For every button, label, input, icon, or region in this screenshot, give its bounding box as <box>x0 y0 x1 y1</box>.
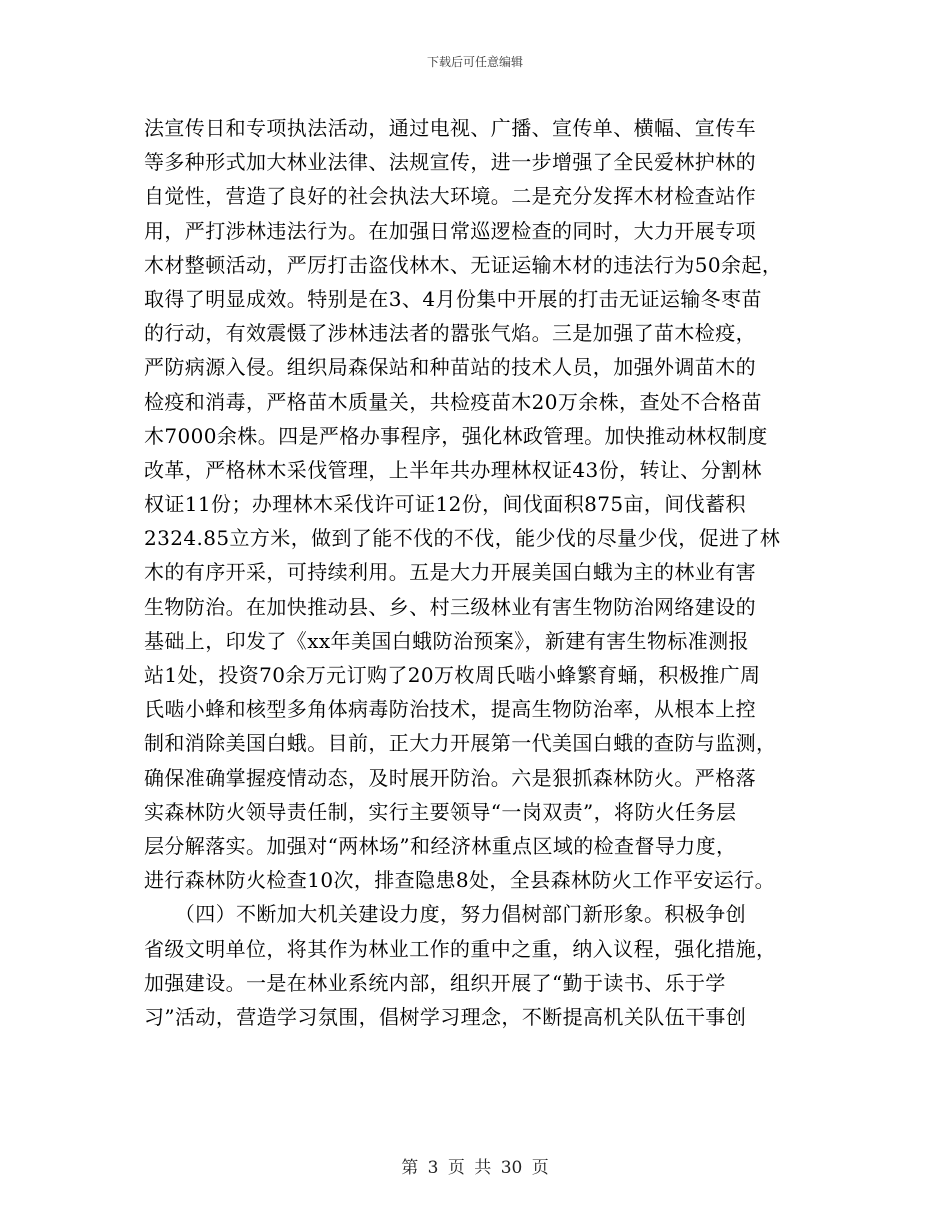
text-line: 生物防治。在加快推动县、乡、村三级林业有害生物防治网络建设的 <box>144 594 756 619</box>
page-footer: 第 3 页 共 30 页 <box>401 1158 549 1178</box>
text-line: 层分解落实。加强对“两林场”和经济林重点区域的检查督导力度， <box>144 833 737 858</box>
text-line: 氏啮小蜂和核型多角体病毒防治技术，提高生物防治率，从根本上控 <box>144 697 756 722</box>
page-header: 下载后可任意编辑 <box>426 55 523 69</box>
text-line: 习”活动，营造学习氛围，倡树学习理念，不断提高机关队伍干事创 <box>144 1004 747 1029</box>
text-line: 检疫和消毒，严格苗木质量关，共检疫苗木20万余株，查处不合格苗 <box>144 389 762 414</box>
text-line: 取得了明显成效。特别是在3、4月份集中开展的打击无证运输冬枣苗 <box>144 286 762 311</box>
text-line: 基础上，印发了《xx年美国白蛾防治预案》，新建有害生物标准测报 <box>144 628 749 653</box>
text-line: 制和消除美国白蛾。目前，正大力开展第一代美国白蛾的查防与监测， <box>144 731 777 756</box>
text-line: 确保准确掌握疫情动态，及时展开防治。六是狠抓森林防火。严格落 <box>144 765 756 790</box>
text-line: 实森林防火领导责任制，实行主要领导“一岗双责”，将防火任务层 <box>144 799 737 824</box>
text-line: 进行森林防火检查10次，排查隐患8处，全县森林防火工作平安运行。 <box>144 868 775 893</box>
text-line: 的行动，有效震慑了涉林违法者的嚣张气焰。三是加强了苗木检疫， <box>144 321 756 346</box>
text-line: 用，严打涉林违法行为。在加强日常巡逻检查的同时，大力开展专项 <box>144 218 756 243</box>
text-line: 木的有序开采，可持续利用。五是大力开展美国白蛾为主的林业有害 <box>144 560 756 585</box>
text-line: 严防病源入侵。组织局森保站和种苗站的技术人员，加强外调苗木的 <box>144 355 756 380</box>
text-line: 木材整顿活动，严厉打击盗伐林木、无证运输木材的违法行为50余起， <box>144 252 783 277</box>
text-line: （四）不断加大机关建设力度，努力倡树部门新形象。积极争创 <box>144 902 746 927</box>
text-line: 等多种形式加大林业法律、法规宣传，进一步增强了全民爱林护林的 <box>144 150 756 175</box>
text-line: 省级文明单位，将其作为林业工作的重中之重，纳入议程，强化措施， <box>144 936 777 961</box>
text-line: 加强建设。一是在林业系统内部，组织开展了“勤于读书、乐于学 <box>144 970 726 995</box>
text-line: 2324.85立方米，做到了能不伐的不伐，能少伐的尽量少伐，促进了林 <box>144 526 781 551</box>
text-line: 自觉性，营造了良好的社会执法大环境。二是充分发挥木材检查站作 <box>144 184 756 209</box>
text-line: 权证11份；办理林木采伐许可证12份，间伐面积875亩，间伐蓄积 <box>144 492 746 517</box>
text-line: 站1处，投资70余万元订购了20万枚周氏啮小蜂繁育蛹，积极推广周 <box>144 663 761 687</box>
text-line: 法宣传日和专项执法活动，通过电视、广播、宣传单、横幅、宣传车 <box>144 116 756 140</box>
text-line: 木7000余株。四是严格办事程序，强化林政管理。加快推动林权制度 <box>144 423 768 448</box>
document-body <box>144 111 810 1034</box>
text-line: 改革，严格林木采伐管理，上半年共办理林权证43份，转让、分割林 <box>144 457 762 482</box>
